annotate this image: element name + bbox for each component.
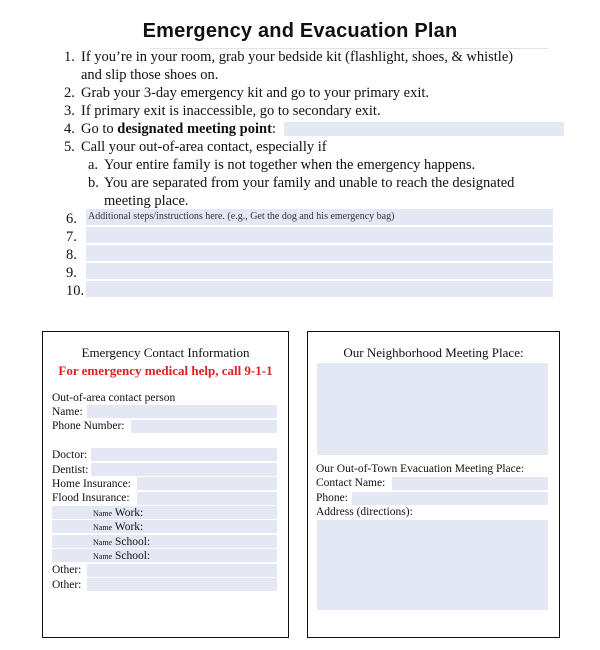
- contact-name-label: Contact Name:: [316, 477, 386, 489]
- emergency-contact-box: [42, 331, 289, 638]
- sub-step-text: You are separated from your family and unable to reach the designated: [104, 175, 515, 191]
- name-small: Name: [93, 523, 113, 532]
- work-text: Work:: [114, 521, 144, 533]
- extra-step-field[interactable]: [86, 245, 553, 261]
- other-field[interactable]: [87, 564, 277, 577]
- out-of-area-label: Out-of-area contact person: [52, 392, 176, 404]
- step-number: 6.: [66, 211, 77, 227]
- step-text: If primary exit is inaccessible, go to secondary exit.: [81, 103, 381, 119]
- out-of-town-label: Our Out-of-Town Evacuation Meeting Place:: [316, 463, 525, 475]
- dentist-label: Dentist:: [52, 464, 89, 476]
- name-small: Name: [93, 552, 113, 561]
- step-text-pre: Go to: [81, 121, 118, 137]
- doctor-field[interactable]: [91, 448, 277, 461]
- meeting-phone-field[interactable]: [352, 492, 548, 505]
- step-text: and slip those shoes on.: [81, 67, 219, 83]
- meeting-phone-label: Phone:: [316, 492, 348, 504]
- school-row-field[interactable]: [52, 549, 277, 562]
- name-label: Name:: [52, 406, 83, 418]
- step-number: 4.: [64, 121, 75, 137]
- sub-step-letter: b.: [88, 175, 99, 191]
- work-row-field[interactable]: [52, 506, 277, 519]
- flood-insurance-field[interactable]: [137, 492, 277, 505]
- extra-step-field[interactable]: [86, 227, 553, 243]
- step-number: 7.: [66, 229, 77, 245]
- extra-step-field[interactable]: [86, 209, 553, 225]
- school-text: School:: [114, 550, 151, 562]
- school-text: School:: [114, 536, 151, 548]
- other-label: Other:: [52, 564, 82, 576]
- extra-step-field[interactable]: [86, 281, 553, 297]
- doctor-label: Doctor:: [52, 449, 88, 461]
- step-text-post: :: [271, 121, 276, 137]
- address-field[interactable]: [317, 520, 548, 610]
- work-label: [93, 520, 143, 535]
- school-row-field[interactable]: [52, 535, 277, 548]
- step-text: [81, 120, 276, 138]
- step-text: Call your out-of-area contact, especially if: [81, 139, 327, 155]
- sub-step-text: meeting place.: [104, 193, 189, 209]
- meeting-place-box: [307, 331, 560, 638]
- emergency-alert: For emergency medical help, call 9-1-1: [58, 363, 273, 378]
- step-number: 8.: [66, 247, 77, 263]
- work-text: Work:: [114, 507, 144, 519]
- neighborhood-title: Our Neighborhood Meeting Place:: [343, 345, 524, 360]
- step-number: 1.: [64, 49, 75, 65]
- name-small: Name: [93, 509, 113, 518]
- step-number: 9.: [66, 265, 77, 281]
- neighborhood-field[interactable]: [317, 363, 548, 455]
- contact-phone-field[interactable]: [131, 420, 277, 433]
- step-number: 2.: [64, 85, 75, 101]
- home-insurance-label: Home Insurance:: [52, 478, 131, 490]
- home-insurance-field[interactable]: [137, 477, 277, 490]
- phone-label: Phone Number:: [52, 420, 125, 432]
- page-title: Emergency and Evacuation Plan: [142, 20, 458, 42]
- work-label: [93, 506, 143, 521]
- contact-name-field[interactable]: [87, 405, 277, 418]
- address-label: Address (directions):: [316, 506, 413, 518]
- dentist-field[interactable]: [91, 463, 277, 476]
- step-number: 10.: [66, 283, 85, 299]
- meeting-contact-field[interactable]: [392, 477, 548, 490]
- sub-step-text: Your entire family is not together when the emergency happens.: [104, 157, 476, 173]
- step-number: 3.: [64, 103, 75, 119]
- extra-step-placeholder: Additional steps/instructions here. (e.g., Get the dog and his emergency bag): [88, 211, 395, 222]
- step-text: If you’re in your room, grab your bedside kit (flashlight, shoes, & whistle): [81, 49, 514, 65]
- step-number: 5.: [64, 139, 75, 155]
- meeting-point-label: designated meeting point: [117, 121, 272, 137]
- step-text: Grab your 3-day emergency kit and go to your primary exit.: [81, 85, 430, 101]
- name-small: Name: [93, 538, 113, 547]
- school-label: [93, 535, 150, 550]
- work-row-field[interactable]: [52, 520, 277, 533]
- other-label: Other:: [52, 579, 82, 591]
- flood-insurance-label: Flood Insurance:: [52, 492, 130, 504]
- contact-box-title: Emergency Contact Information: [81, 345, 250, 360]
- meeting-point-field[interactable]: [284, 122, 564, 136]
- school-label: [93, 549, 150, 564]
- sub-step-letter: a.: [88, 157, 99, 173]
- other-field[interactable]: [87, 578, 277, 591]
- extra-step-field[interactable]: [86, 263, 553, 279]
